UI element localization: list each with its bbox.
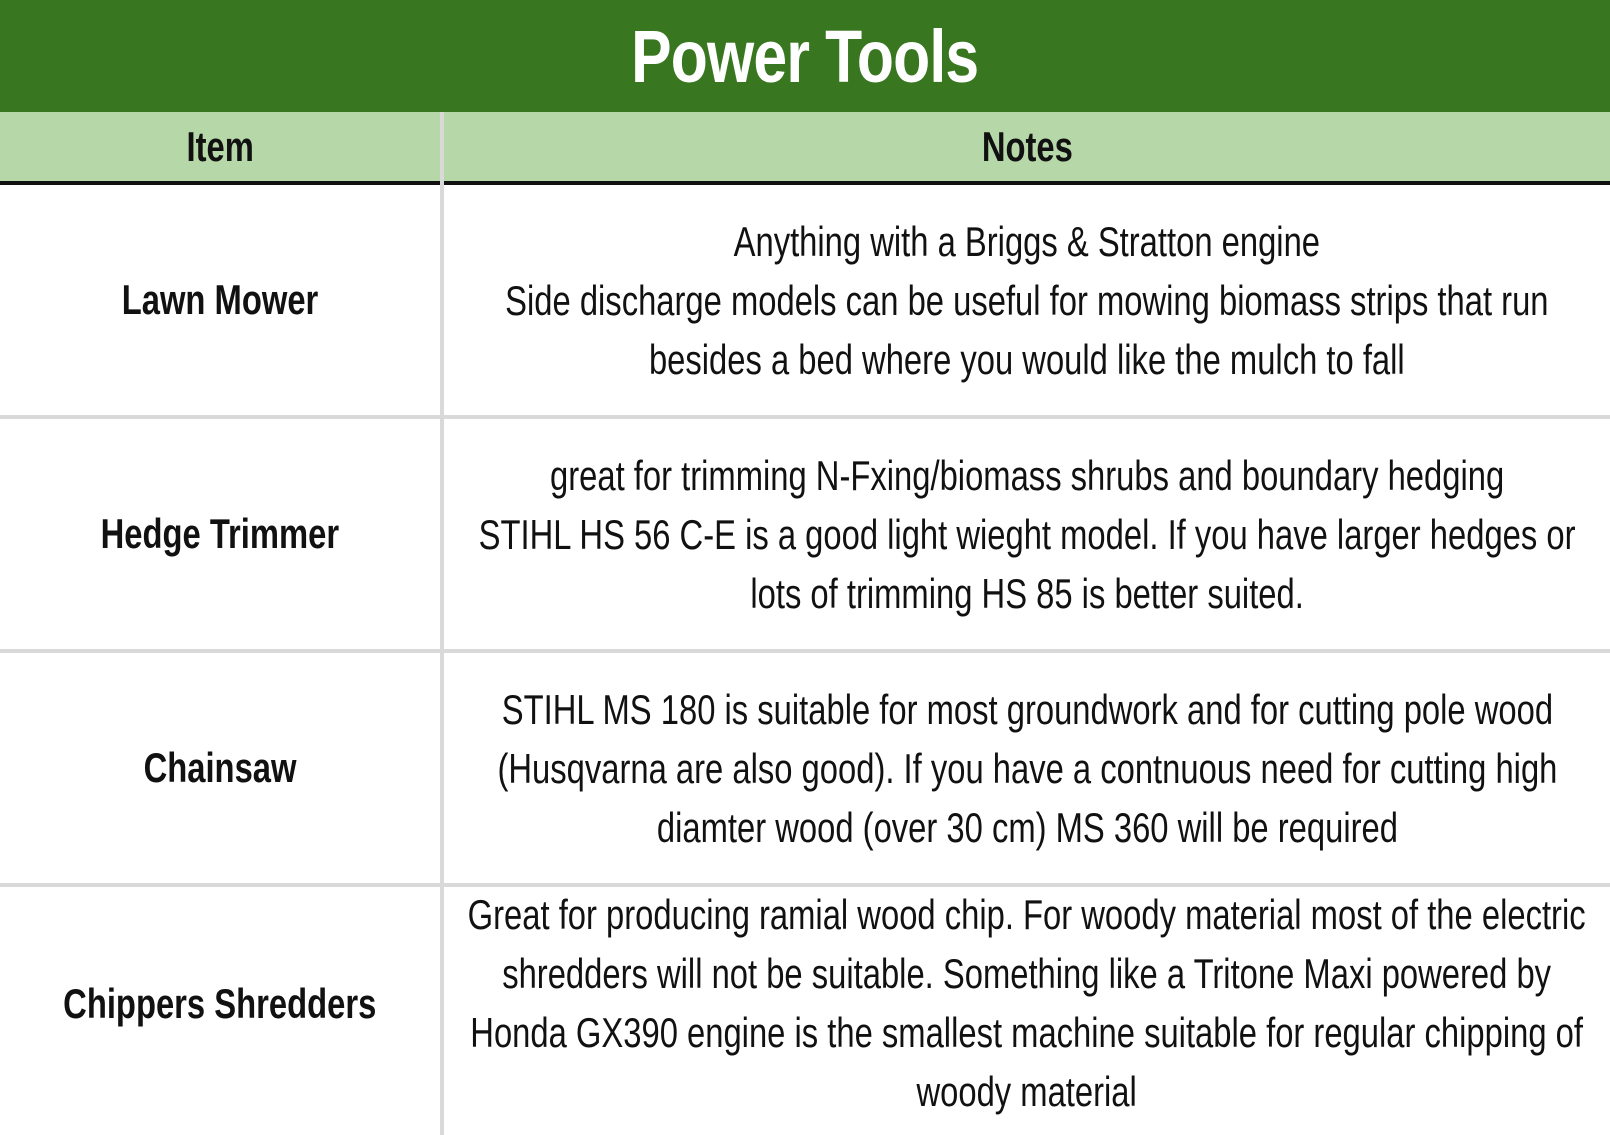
header-notes — [444, 112, 1610, 181]
page-title: Power Tools — [631, 14, 979, 98]
notes-line: Great for producing ramial wood chip. For woody material most of the electric — [468, 891, 1586, 938]
notes-cell — [444, 185, 1610, 415]
table-header-row — [0, 112, 1610, 185]
item-cell — [0, 419, 440, 649]
body-column-divider — [440, 185, 444, 1135]
notes-line: great for trimming N-Fxing/biomass shrubs and boundary hedging — [549, 451, 1505, 499]
table-row — [0, 653, 1610, 887]
notes-line: STIHL HS 56 C-E is a good light wieght model. If you have larger hedges or — [478, 510, 1576, 558]
item-cell — [0, 887, 440, 1121]
notes-line: (Husqvarna are also good). If you have a contnuous need for cutting high — [497, 744, 1557, 792]
table-row — [0, 185, 1610, 419]
item-label: Chippers Shredders — [63, 980, 377, 1027]
item-label: Lawn Mower — [121, 276, 319, 323]
header-item — [0, 112, 440, 181]
item-label: Hedge Trimmer — [100, 510, 340, 557]
notes-cell — [444, 419, 1610, 649]
table-row — [0, 419, 1610, 653]
table-row — [0, 887, 1610, 1135]
notes-line: shredders will not be suitable. Something like a Tritone Maxi powered by — [502, 950, 1552, 997]
notes-line: Anything with a Briggs & Stratton engine — [733, 217, 1321, 265]
header-column-divider — [440, 112, 444, 185]
notes-line: STIHL MS 180 is suitable for most groundwork and for cutting pole wood — [501, 685, 1553, 733]
notes-line: Side discharge models can be useful for mowing biomass strips that run — [505, 276, 1549, 324]
item-label: Chainsaw — [143, 744, 297, 791]
notes-cell — [444, 887, 1610, 1123]
item-cell — [0, 653, 440, 883]
header-item-label: Item — [186, 122, 254, 170]
notes-line: Honda GX390 engine is the smallest machine suitable for regular chipping of — [470, 1009, 1584, 1056]
notes-line: woody material — [916, 1068, 1138, 1115]
notes-line: lots of trimming HS 85 is better suited. — [750, 569, 1304, 617]
title-bar — [0, 0, 1610, 112]
item-cell — [0, 185, 440, 415]
notes-line: besides a bed where you would like the mulch to fall — [649, 335, 1405, 383]
notes-line: diamter wood (over 30 cm) MS 360 will be required — [656, 803, 1398, 851]
header-notes-label: Notes — [981, 122, 1073, 170]
notes-cell — [444, 653, 1610, 883]
